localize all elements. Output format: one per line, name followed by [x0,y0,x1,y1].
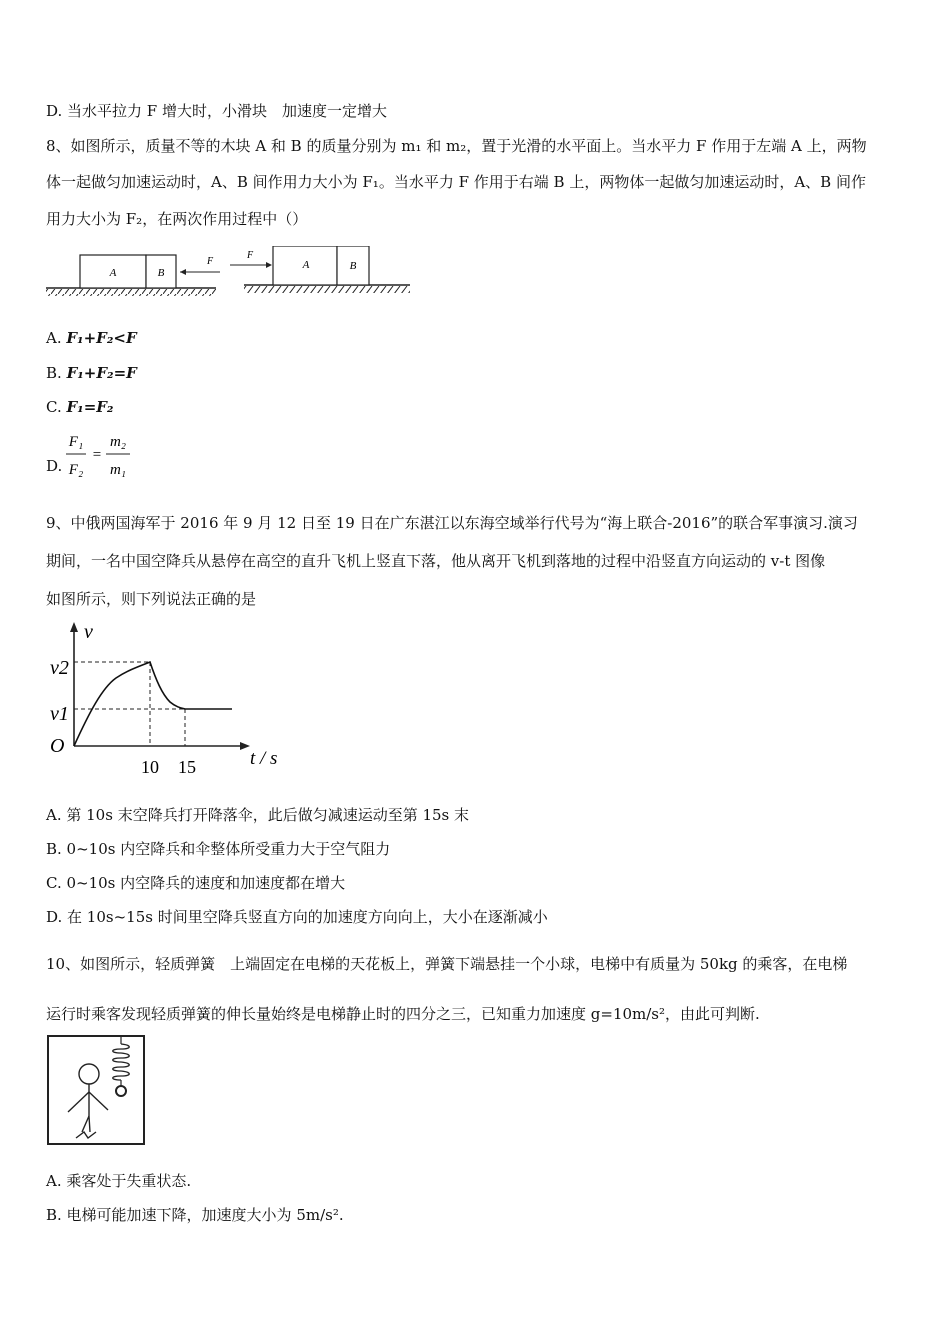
q9-text-line-1: 9、中俄两国海军于 2016 年 9 月 12 日至 19 日在广东湛江以东海空域举行代号为“海上联合-2016”的联合军事演习.演习 [46,514,858,532]
q8-option-b-label: B. [46,364,62,382]
q8-option-d-label: D. [46,457,63,475]
q8-text-line-2: 体一起做匀加速运动时，A、B 间作用力大小为 F₁。当水平力 F 作用于右端 B 上，两物体一起做匀加速运动时，A、B 间作 [46,173,866,191]
q7-option-d: D. 当水平拉力 F 增大时，小滑块 加速度一定增大 [46,102,387,120]
q8-text-line-3: 用力大小为 F₂，在两次作用过程中（） [46,210,308,228]
q8-option-a [46,328,137,348]
y-axis-label: v [84,621,93,643]
q8-option-d-formula [66,430,146,482]
q10-text-line-2: 运行时乘客发现轻质弹簧的伸长量始终是电梯静止时的四分之三，已知重力加速度 g=10m/s²，由此可判断. [46,1005,760,1023]
q9-option-b: B. 0~10s 内空降兵和伞整体所受重力大于空气阻力 [46,840,391,858]
q10-option-a: A. 乘客处于失重状态. [46,1172,192,1190]
right-force-arrowhead [266,262,272,268]
origin-label: O [50,735,65,757]
elevator-frame [48,1036,144,1144]
passenger-right-leg [89,1116,90,1132]
formula-den-right: m₁ [109,462,127,478]
q9-text-line-2: 期间，一名中国空降兵从悬停在高空的直升飞机上竖直下落，他从离开飞机到落地的过程中沿竖直方向运动的 v-t 图像 [46,552,826,570]
right-block-b-label: B [349,260,357,272]
ground-left-hatch [46,289,216,296]
v1-label: v1 [50,703,69,725]
tick-15-label: 15 [178,757,196,777]
x-axis-arrowhead [240,742,250,750]
q10-elevator-figure [46,1034,152,1148]
q10-option-b: B. 电梯可能加速下降，加速度大小为 5m/s². [46,1206,344,1224]
q8-option-c-label: C. [46,398,62,416]
q10-text-line-1: 10、如图所示，轻质弹簧 上端固定在电梯的天花板上，弹簧下端悬挂一个小球，电梯中有质量为 50kg 的乘客，在电梯 [46,955,848,973]
right-block-a-label: A [302,259,310,271]
q8-option-a-label: A. [46,329,62,347]
formula-equals: = [92,447,102,463]
formula-den-left: F₂ [68,462,84,478]
velocity-curve [74,662,232,746]
y-axis-arrowhead [70,622,78,632]
q8-option-c-expr: F₁=F₂ [66,398,114,416]
q9-text-line-3: 如图所示，则下列说法正确的是 [46,590,257,608]
left-block-b-label: B [157,267,165,279]
left-block-a-label: A [109,267,117,279]
x-axis-label: t / s [250,748,278,769]
q9-option-a: A. 第 10s 末空降兵打开降落伞，此后做匀减速运动至第 15s 末 [46,806,470,824]
formula-num-right: m₂ [109,434,127,450]
q8-text-line-1: 8、如图所示，质量不等的木块 A 和 B 的质量分别为 m₁ 和 m₂，置于光滑的水平面上。当水平力 F 作用于左端 A 上，两物 [46,137,867,155]
q8-option-a-expr: F₁+F₂<F [66,329,137,347]
q9-vt-graph [44,618,294,782]
q8-option-b-expr: F₁+F₂=F [66,364,137,382]
q8-option-c [46,397,114,417]
ground-right-hatch [244,286,410,293]
right-force-label: F [246,250,254,261]
formula-num-left: F₁ [68,434,84,450]
q9-option-d: D. 在 10s~15s 时间里空降兵竖直方向的加速度方向向上，大小在逐渐减小 [46,908,548,926]
tick-10-label: 10 [141,757,159,777]
q8-blocks-figure [44,246,414,298]
left-force-label: F [206,256,214,267]
v2-label: v2 [50,657,69,679]
left-force-arrowhead [180,269,186,275]
q9-option-c: C. 0~10s 内空降兵的速度和加速度都在增大 [46,874,346,892]
q8-option-b [46,363,137,383]
